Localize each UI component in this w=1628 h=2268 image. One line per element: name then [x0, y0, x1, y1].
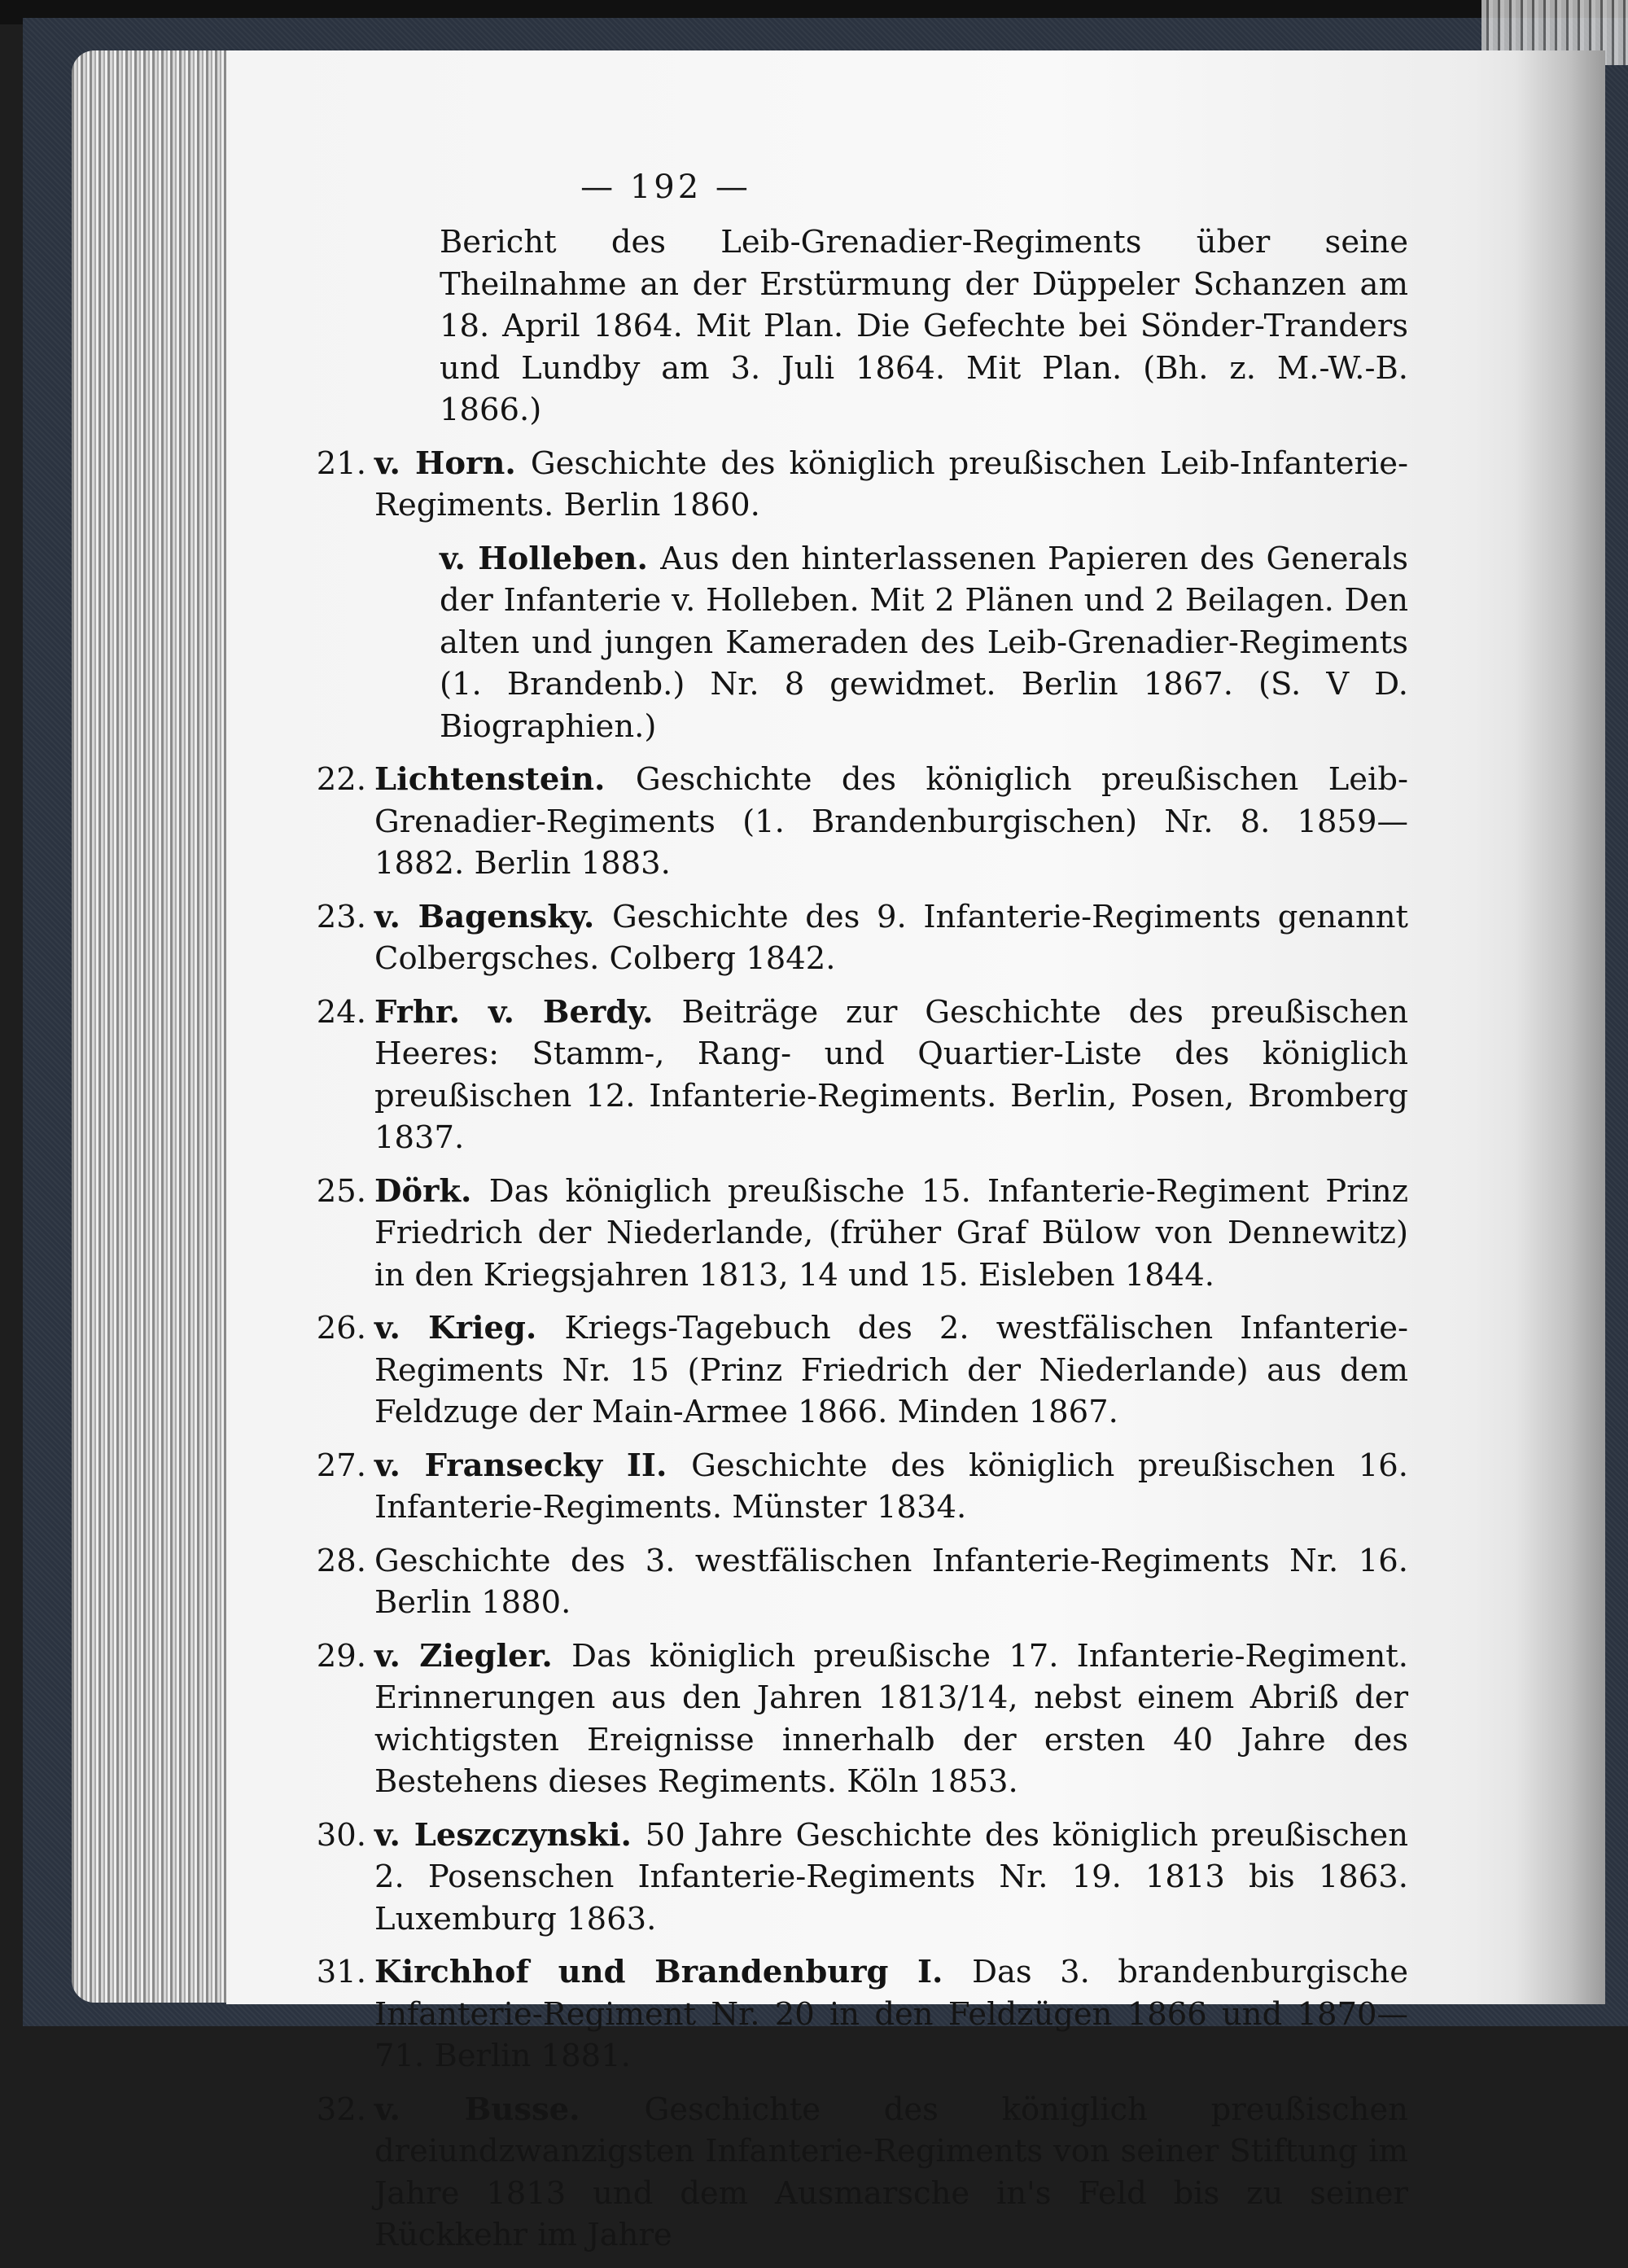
page-number: — 192 — — [580, 169, 751, 206]
bibliography-entry — [316, 1815, 1409, 1941]
entry-text: Das 3. brandenburgische Infanterie-Regiment Nr. 20 in den Feldzügen 1866 und 1870—71. Berlin 1881. — [374, 1954, 1408, 2074]
entry-author: v. Leszczynski. — [374, 1816, 646, 1854]
entry-author: v. Bagensky. — [374, 898, 613, 935]
entry-author: Dörk. — [374, 1172, 489, 1210]
bibliography-entry — [316, 1951, 1408, 2078]
bibliography-entry — [316, 1635, 1408, 1803]
bibliography-entry — [316, 896, 1409, 980]
bibliography-entry — [316, 2089, 1408, 2257]
entry-text: 50 Jahre Geschichte des königlich preußischen 2. Posenschen Infanterie-Regiments Nr. 19. 1813 bis 1863. Luxemburg 1863. — [374, 1816, 1409, 1937]
entry-author: v. Krieg. — [374, 1310, 565, 1346]
entry-text: Kriegs-Tagebuch des 2. westfälischen Infanterie-Regiments Nr. 15 (Prinz Friedrich der Niederlande) aus dem Feldzuge der Main-Armee 1866. Minden 1867. — [374, 1310, 1408, 1430]
bibliography-entry — [316, 992, 1408, 1159]
entry-number: 30. — [316, 1816, 366, 1854]
entry-text: Geschichte des königlich preußischen Leib-Grenadier-Regiments (1. Brandenburgischen) Nr. 8. 1859—1882. Berlin 1883. — [374, 761, 1409, 882]
entry-number: 31. — [316, 1954, 366, 1990]
bibliography-entry — [374, 221, 1408, 431]
bibliography-entry — [316, 1540, 1408, 1624]
entry-number: 27. — [316, 1447, 366, 1484]
bibliography-entry — [316, 443, 1408, 527]
bibliography-entry — [316, 759, 1409, 885]
entry-author: Lichtenstein. — [374, 761, 636, 798]
entry-text: Geschichte des 3. westfälischen Infanterie-Regiments Nr. 16. Berlin 1880. — [374, 1542, 1408, 1621]
bibliography-entry — [316, 1307, 1408, 1434]
entry-number: 21. — [316, 444, 366, 482]
gutter-shadow — [1516, 50, 1605, 2004]
entry-author: Frhr. v. Berdy. — [374, 993, 682, 1031]
entry-text: Geschichte des königlich preußischen dreiundzwanzigsten Infanterie-Regiments von seiner Stiftung im Jahre 1813 und dem Ausmarsche in's Feld bis zu seiner Rückkehr im Jahre — [374, 2091, 1408, 2253]
entry-author: v. Fransecky II. — [374, 1447, 692, 1484]
entry-number: 22. — [316, 761, 366, 798]
entry-text: Bericht des Leib-Grenadier-Regiments über seine Theilnahme an der Erstürmung der Düppeler Schanzen am 18. April 1864. Mit Plan. Die Gefechte bei Sönder-Tranders und Lundby am 3. Juli 1864. Mit Plan. (Bh. z. M.-W.-B. 1866.) — [440, 224, 1408, 428]
entry-number: 25. — [316, 1172, 366, 1210]
bibliography-entry — [316, 1171, 1408, 1297]
bibliography-entry — [316, 1445, 1408, 1529]
entry-text: Das königlich preußische 15. Infanterie-Regiment Prinz Friedrich der Niederlande, (früher Graf Bülow von Dennewitz) in den Kriegsjahren 1813, 14 und 15. Eisleben 1844. — [374, 1172, 1408, 1294]
entry-text: Geschichte des königlich preußischen Leib-Infanterie-Regiments. Berlin 1860. — [374, 444, 1408, 523]
entry-author: v. Busse. — [374, 2091, 645, 2128]
entry-number: 32. — [316, 2091, 366, 2128]
entry-text: Aus den hinterlassenen Papieren des Generals der Infanterie v. Holleben. Mit 2 Plänen und 2 Beilagen. Den alten und jungen Kameraden des Leib-Grenadier-Regiments (1. Brandenb.) Nr. 8 gewidmet. Berlin 1867. (S. V D. Biographien.) — [440, 540, 1408, 745]
page-edges — [72, 50, 226, 2003]
entry-text: Geschichte des 9. Infanterie-Regiments genannt Colbergsches. Colberg 1842. — [374, 898, 1409, 977]
entry-author: Kirchhof und Brandenburg I. — [374, 1954, 973, 1990]
bibliography-entry — [374, 538, 1408, 748]
entry-number: 26. — [316, 1310, 366, 1346]
entry-number: 24. — [316, 993, 366, 1031]
entry-author: v. Ziegler. — [374, 1637, 572, 1675]
entry-number: 28. — [316, 1542, 366, 1579]
entry-number: 29. — [316, 1637, 366, 1675]
entry-number: 23. — [316, 898, 366, 935]
entry-text: Geschichte des königlich preußischen 16. Infanterie-Regiments. Münster 1834. — [374, 1447, 1408, 1526]
bibliography-list — [316, 221, 1409, 2268]
entry-author: v. Holleben. — [440, 540, 661, 577]
entry-text: Beiträge zur Geschichte des preußischen Heeres: Stamm-, Rang- und Quartier-Liste des königlich preußischen 12. Infanterie-Regiments. Berlin, Posen, Bromberg 1837. — [374, 993, 1408, 1156]
entry-author: v. Horn. — [374, 444, 531, 482]
entry-text: Das königlich preußische 17. Infanterie-Regiment. Erinnerungen aus den Jahren 1813/14, nebst einem Abriß der wichtigsten Ereignisse innerhalb der ersten 40 Jahre des Bestehens dieses Regiments. Köln 1853. — [374, 1637, 1408, 1800]
